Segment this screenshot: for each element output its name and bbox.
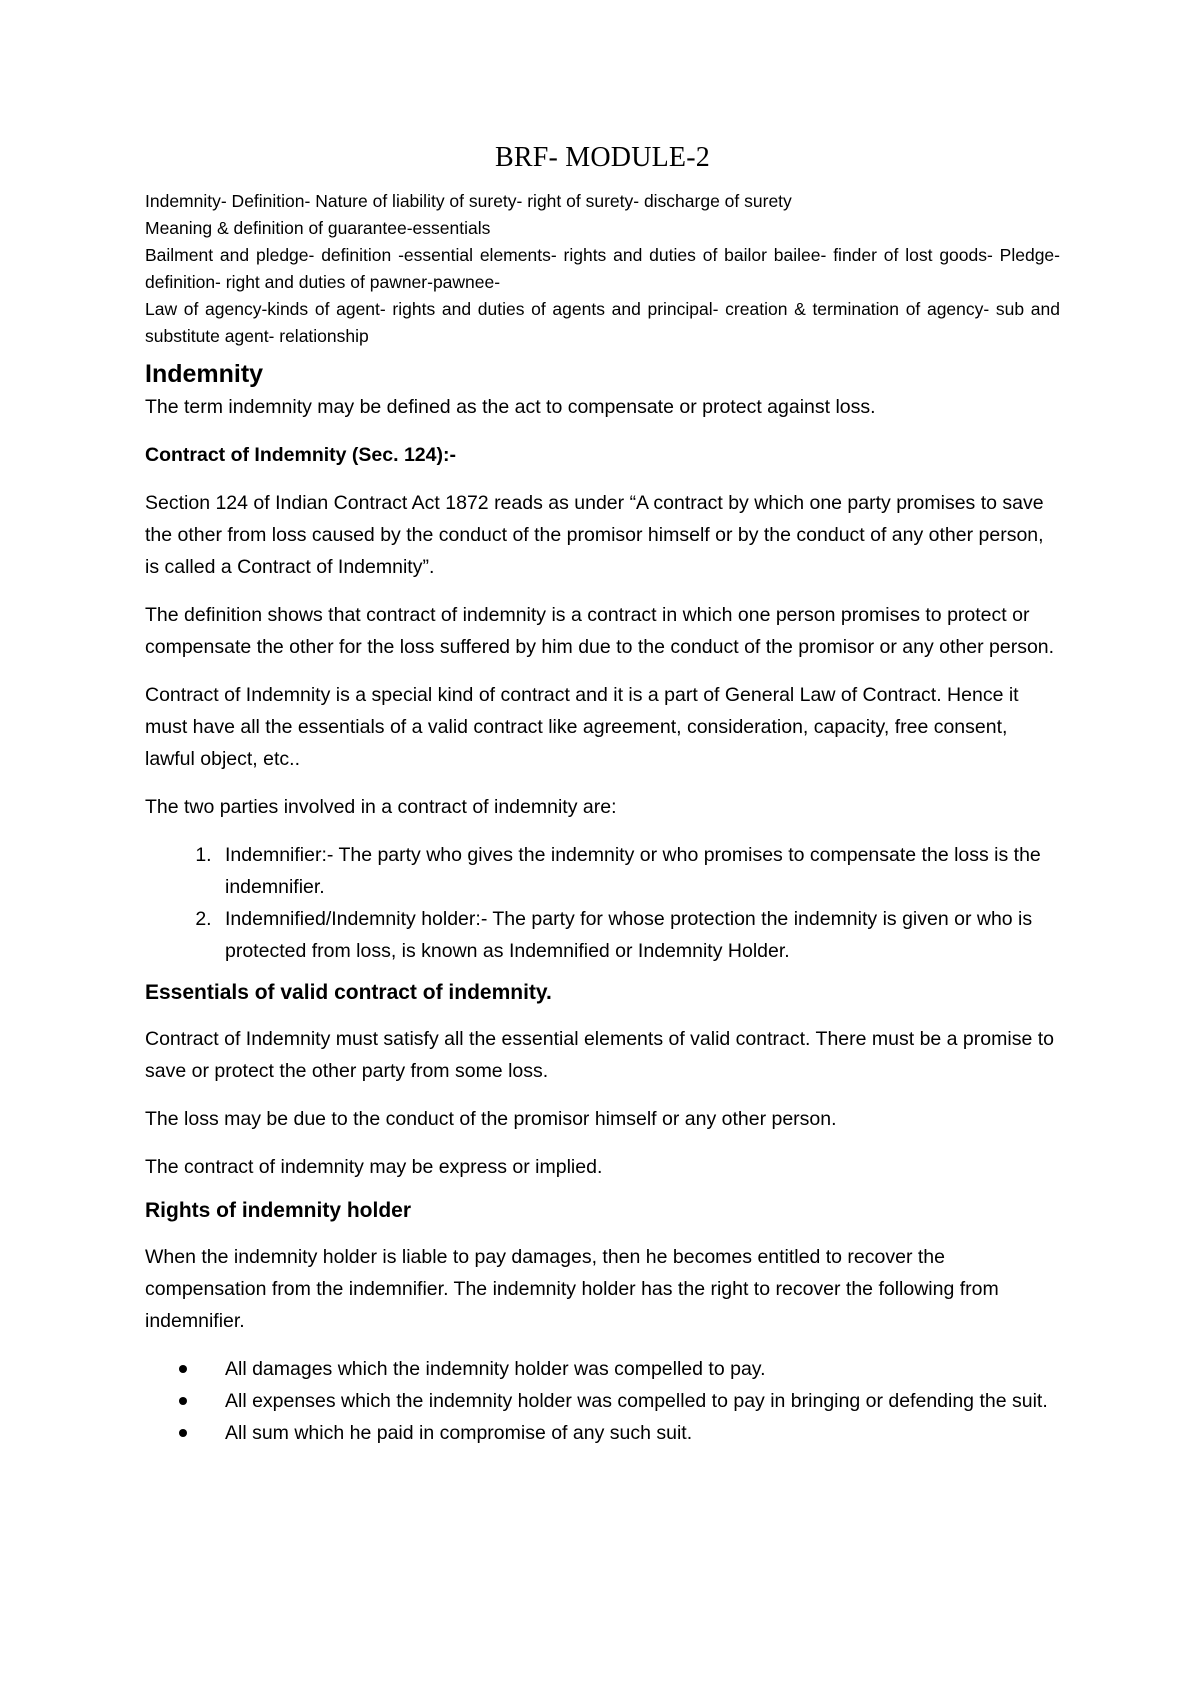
paragraph: The loss may be due to the conduct of the promisor himself or any other person. (145, 1108, 837, 1130)
bullet-dot-icon (179, 1397, 187, 1405)
indemnity-intro: The term indemnity may be defined as the act to compensate or protect against loss. (145, 396, 876, 418)
syllabus-line: Indemnity- Definition- Nature of liability of surety- right of surety- discharge of surety (145, 191, 792, 211)
syllabus-line: Bailment and pledge- definition -essential elements- rights and duties of bailor bailee- finder of lost goods- Pledge- definition- right and duties of pawner-pawnee- (145, 245, 1060, 292)
paragraph: The definition shows that contract of indemnity is a contract in which one person promises to protect or compensate the other for the loss suffered by him due to the conduct of the promisor or any other person. (145, 604, 1055, 658)
syllabus-line: Law of agency-kinds of agent- rights and duties of agents and principal- creation & termination of agency- sub and substitute agent- relationship (145, 299, 1060, 346)
parties-list (145, 839, 1060, 967)
paragraph: The two parties involved in a contract of indemnity are: (145, 796, 617, 818)
paragraph: Contract of Indemnity must satisfy all the essential elements of valid contract. There must be a promise to save or protect the other party from some loss. (145, 1028, 1054, 1082)
list-item (217, 1417, 1060, 1449)
list-item: 2. Indemnified/Indemnity holder:- The party for whose protection the indemnity is given or who is protected from loss, is known as Indemnified or Indemnity Holder. (217, 903, 1060, 967)
essentials-heading: Essentials of valid contract of indemnity. (145, 981, 552, 1004)
rights-intro: When the indemnity holder is liable to pay damages, then he becomes entitled to recover the compensation from the indemnifier. The indemnity holder has the right to recover the following from indemnifier. (145, 1246, 999, 1332)
bullet-dot-icon (179, 1365, 187, 1373)
syllabus-block (145, 188, 1060, 350)
rights-list (145, 1353, 1060, 1449)
paragraph: Section 124 of Indian Contract Act 1872 reads as under “A contract by which one party promises to save the other from loss caused by the conduct of the promisor himself or by the conduct of any other person, is called a Contract of Indemnity”. (145, 492, 1044, 578)
syllabus-line: Meaning & definition of guarantee-essentials (145, 218, 491, 238)
list-item-text: All expenses which the indemnity holder was compelled to pay in bringing or defending the suit. (225, 1390, 1048, 1412)
list-item: 1. Indemnifier:- The party who gives the indemnity or who promises to compensate the loss is the indemnifier. (217, 839, 1060, 903)
paragraph: The contract of indemnity may be express or implied. (145, 1156, 603, 1178)
document-title: BRF- MODULE-2 (495, 142, 710, 173)
rights-heading: Rights of indemnity holder (145, 1199, 411, 1222)
list-item (217, 1353, 1060, 1385)
list-item-text: All damages which the indemnity holder was compelled to pay. (225, 1358, 766, 1380)
list-item-text: All sum which he paid in compromise of any such suit. (225, 1422, 693, 1444)
page-content (145, 142, 1060, 1449)
list-item (217, 1385, 1060, 1417)
contract-of-indemnity-heading: Contract of Indemnity (Sec. 124):- (145, 444, 456, 466)
paragraph: Contract of Indemnity is a special kind of contract and it is a part of General Law of Contract. Hence it must have all the essentials of a valid contract like agreement, consideration, capacity, free consent, lawful object, etc.. (145, 684, 1019, 770)
indemnity-heading: Indemnity (145, 360, 264, 388)
bullet-dot-icon (179, 1429, 187, 1437)
